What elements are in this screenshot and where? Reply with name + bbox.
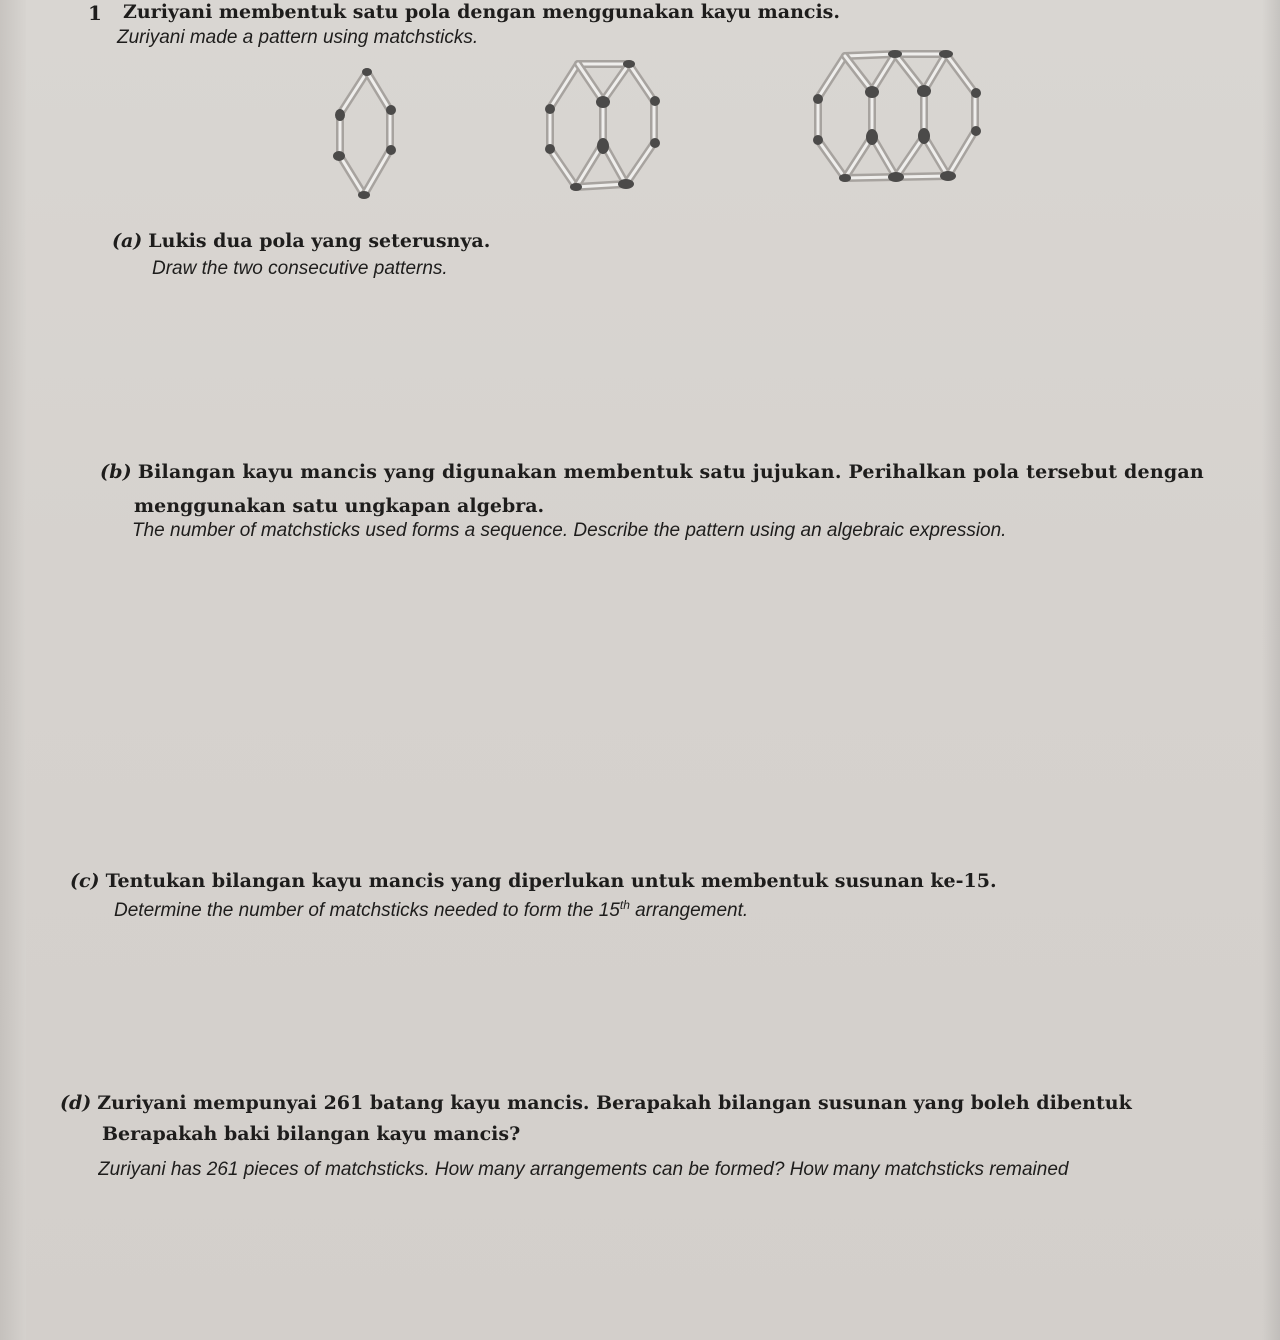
part-b-text-ms-line-1 [100,461,1204,483]
part-c-en-number: 15 [598,900,620,921]
part-b-text-en: The number of matchsticks used forms a sequence. Describe the pattern using an algebraic expression. [132,520,1007,541]
part-c-label: (c) [70,870,100,892]
part-c-en-superscript: th [619,898,630,912]
part-a-text-en: Draw the two consecutive patterns. [152,258,448,279]
part-a-text-ms [112,230,490,252]
part-d-label: (d) [60,1092,92,1114]
question-text-ms: Zuriyani membentuk satu pola dengan menggunakan kayu mancis. [123,1,840,23]
part-a-label: (a) [112,230,143,252]
part-d-text-en: Zuriyani has 261 pieces of matchsticks. How many arrangements can be formed? How many matchsticks remained [98,1159,1069,1180]
part-c-text-en [114,898,748,922]
pattern-1 [333,68,396,199]
part-c-en-after: arrangement. [629,900,749,921]
pattern-3 [813,50,981,182]
part-d-ms-line-2: Berapakah baki bilangan kayu mancis? [102,1123,521,1145]
part-c-text-ms [70,870,997,892]
question-number: 1 [88,1,102,25]
part-c-en-before: Determine the number of matchsticks needed to form the [114,900,599,921]
part-b-ms-line-1: Bilangan kayu mancis yang digunakan membentuk satu jujukan. Perihalkan pola tersebut dengan [137,461,1204,483]
part-c-ms: Tentukan bilangan kayu mancis yang diperlukan untuk membentuk susunan ke-15. [105,870,997,892]
matchstick-pattern-figure [0,0,1280,220]
part-a-ms: Lukis dua pola yang seterusnya. [148,230,491,252]
pattern-2 [545,60,660,191]
part-b-label: (b) [100,461,132,483]
question-text-en: Zuriyani made a pattern using matchsticks. [117,27,479,48]
part-d-text-ms-line-1 [60,1092,1132,1114]
part-d-ms-line-1: Zuriyani mempunyai 261 batang kayu mancis. Berapakah bilangan susunan yang boleh dibentuk [97,1092,1132,1114]
part-b-ms-line-2: menggunakan satu ungkapan algebra. [134,495,545,517]
